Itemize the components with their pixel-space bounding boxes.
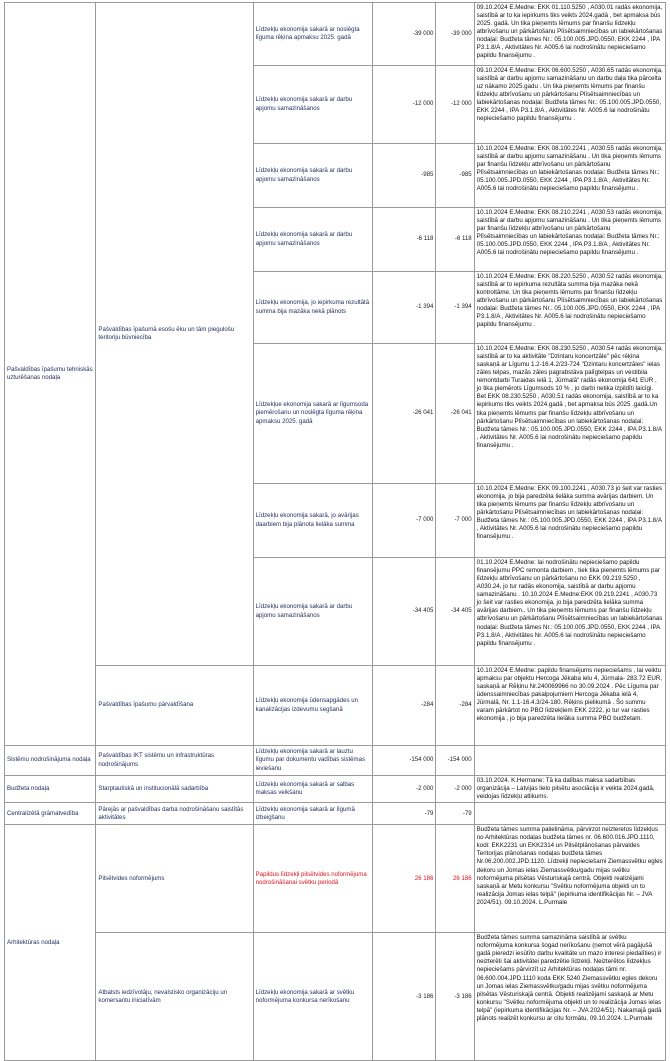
- department-cell: Centralizētā grāmatvedība: [5, 803, 96, 825]
- reason-cell: Līdzekļu ekonomija sakarā ar noslēgta līguma rēķina apmaksu 2025. gadā: [253, 3, 372, 66]
- description-cell: 10.10.2024 E.Medne: EKK 08.100.2241 , A030.55 radās ekonomija, saistībā ar darbu apjomu samazināšanu . Un tika pieņemts lēmums par finanšu līdzekļu atbrīvošanu un pārkārtošanu Plīsētsaimniecības un labiekārtošanas nodaļai: Budžeta tāmes Nr.: 05.100.005.JPD.0550, EKK 2244 , IPA P3.1.8/A , Aktivitātes Nr. A005.6 lai nodrošinātu nepieciešamo papildu finansējumu .: [474, 144, 665, 208]
- description-cell: [474, 803, 665, 825]
- total-cell: -6 118: [436, 208, 474, 272]
- program-cell: Pašvaldības IKT sistēmu un infrastruktūras nodrošinājums: [96, 746, 253, 776]
- description-cell: 10.10.2024 E.Medne: EKK 08.230.5250 , A030.54 radās ekonomija, saistībā ar to ka aktivitāte "Dzintaru koncertzāle" pēc rēķina saskaņā ar Līgumu 1.2-16.4.2/23-724 "Dzintaru koncertzāles" ielas zāles telpas, mazās zāles pagrabstāva palīgtelpas un vestibila remontdarbi Turaidas ielā 1, Jūrmalā" radās ekonomija 641 EUR , jo tika piemērots Līgumsods 10 % , jo darbi netika izpildīti laicīgi. Bet EKK 08.230.5250 , A030.51 radās ekonomija, saistībā ar to ka iepirkums tiks veikts 2024.gadā , bet apmaksa būs 2025 .gadā.Un tika pieņemts lēmums par finanšu līdzekļu atbrīvošanu un pārkārtošanu Plīsētsaimniecības un labiekārtošanas nodaļai: Budžeta tāmes Nr.: 05.100.005.JPD.0550, EKK 2244 , IPA P3.1.8/A , Aktivitātes Nr. A005.6 lai nodrošinātu nepieciešamo papildu finansējumu .: [474, 344, 665, 484]
- program-cell: Atbalsts iedzīvotāju, nevalstisko organizāciju un komersantu iniciatīvām: [96, 933, 253, 1061]
- reason-cell: Līdzekļu ekonomija sakarā ar lauztu līgumu par dokumentu vadības sistēmas ieviešanu: [253, 746, 372, 776]
- table-row: [5, 746, 666, 776]
- amount-cell: 26 186: [372, 825, 436, 933]
- table-row: [5, 933, 666, 1061]
- amount-cell: -79: [372, 803, 436, 825]
- table-row: [5, 776, 666, 803]
- description-cell: 03.10.2024. K.Hermane: Tā ka dalības maksa sadarbības organizācija – Latvijas lielo pilsētu asociācija ir veikta 2024.gadā, veidojas līdzekļu atlikums.: [474, 776, 665, 803]
- total-cell: -284: [436, 666, 474, 746]
- amount-cell: -154 000: [372, 746, 436, 776]
- reason-cell: Līdzekļu ekonomija sakarā ar darbu apjomu samazināšanos: [253, 558, 372, 666]
- amount-cell: -985: [372, 144, 436, 208]
- description-cell: 10.10.2024 E.Medne: EKK 08.220.5250 , A030.52 radās ekonomija, saistībā ar to iepirkuma rezultāta summa bija mazāka nekā kontroltāme. Un tika pieņemts lēmums par finanšu līdzekļu atbrīvošanu un pārkārtošanu Plīsētsaimniecības un labiekārtošanas nodaļai: Budžeta tāmes Nr.: 05.100.005.JPD.0550, EKK 2244 , IPA P3.1.8/A , Aktivitātes Nr. A005.6 lai nodrošinātu nepieciešamo papildu finansējumu .: [474, 272, 665, 344]
- amount-cell: -7 000: [372, 484, 436, 558]
- reason-cell: Līdzekļu ekonomija sakarā ar salbas maksas veikšanu: [253, 776, 372, 803]
- amount-cell: -12 000: [372, 66, 436, 144]
- total-cell: -39 000: [436, 3, 474, 66]
- total-cell: -2 000: [436, 776, 474, 803]
- program-cell: Pilsētvides noformējums: [96, 825, 253, 933]
- amount-cell: -2 000: [372, 776, 436, 803]
- program-cell: Pārejās ar pašvaldības darba nodrošināšanu saistītās aktivitātes: [96, 803, 253, 825]
- reason-cell: Līdzekļu ekonomija sakarā ar darbu apjomu samazināšanos: [253, 144, 372, 208]
- total-cell: -3 186: [436, 933, 474, 1061]
- program-cell: Starptautiskā un institucionālā sadarbība: [96, 776, 253, 803]
- program-cell: Pašvaldības īpašumu pārvaldīšana: [96, 666, 253, 746]
- total-cell: -34 405: [436, 558, 474, 666]
- description-cell: Budžeta tāmes summa palielināma, pārvirzot neizteretos līdzekļus no Arhitektūras nodaļas budžeta tāmes nr. 06.600.016.JPD.1110, kodi: EKK2231 un EKK2314 un Pilsētplānošanas pārvaldes Teritorijas plānošanas nodaļas budžeta tāmes Nr.06.200.002.JPD.1120. Līdzekļi nepieciešami Ziemassvētku egles dekoru un Jomas ielas Ziemassvētku/gadu mijas svētku noformējuma pilsētas Vēsturiskajā centrā. Objekti realizējami saskaņā ar Metu konkursu "Svētku noformējuma objekti un to realizācija Jomas ielas telpā" (iepirkuma identifikācijas Nr. – JVA 2024/51). 09.10.2024. L.Purmale: [474, 825, 665, 933]
- description-cell: 10.10.2024 E.Medne: papildu finansējums nepieciešams , lai veiktu apmaksu par objektu Hercoga Jēkaba ielu 4, Jūrmala- 283.72 EUR, saskaņā ar Rēķinu Nr.240069966 no 30.09.2024 . Pēc Līguma par ūdenssaimniecības pakalpojumiem Hercoga Jēkaba ielā 4, Jūrmalā, Nr. 1.1-16.4.3/24-180. Rēķins pielikumā . Šo summu varam pārkārtot no PBO līdzekļiem EKK 2222, jo tur var rasties ekonomija , jo bija paredzēta lielāka summa PBO budžetam.: [474, 666, 665, 746]
- reason-cell: Līdzekļu ekonomija sakarā, jo avārijas daarbiem bija plānota lielāka summa: [253, 484, 372, 558]
- department-cell: Sistēmu nodrošinājuma nodaļa: [5, 746, 96, 776]
- amount-cell: -39 000: [372, 3, 436, 66]
- total-cell: -985: [436, 144, 474, 208]
- department-cell: Arhitektūras nodaļa: [5, 825, 96, 1061]
- total-cell: -79: [436, 803, 474, 825]
- total-cell: -7 000: [436, 484, 474, 558]
- total-cell: -12 000: [436, 66, 474, 144]
- total-cell: -154 000: [436, 746, 474, 776]
- reason-cell: Līdzekļue ekonomija sakarā ar līgumsoda piemērošanu un noslēgta līguma rēķina apmaksu 2025. gadā: [253, 344, 372, 484]
- amount-cell: -1 394: [372, 272, 436, 344]
- reason-cell: Līdzekļu ekonomija sakarā ar darbu apjomu samazināšanos: [253, 66, 372, 144]
- total-cell: 26 186: [436, 825, 474, 933]
- table-row: [5, 666, 666, 746]
- total-cell: -26 041: [436, 344, 474, 484]
- description-cell: 10.10.2024 E.Medne: EKK 08.210.2241 , A030.53 radās ekonomija, saistībā ar darbu apjomu samazināšanu . Un tika pieņemts lēmums par finanšu līdzekļu atbrīvošanu un pārkārtošanu Plīsētsaimniecības un labiekārtošanas nodaļai: Budžeta tāmes Nr.: 05.100.005.JPD.0550, EKK 2244 , IPA P3.1.8/A , Aktivitātes Nr. A005.6 lai nodrošinātu nepieciešamo papildu finansējumu .: [474, 208, 665, 272]
- table-row: [5, 825, 666, 933]
- reason-cell: Papildus līdzekļi pilsētvides noformējuma nodrošināšanai svētku periodā: [253, 825, 372, 933]
- description-cell: Budžeta tāmes summa samazināma saistībā ar svētku noformējuma konkursa šogad nerīkošanu (ņemot vērā pagājušā gadā pieredzi iesūtīto darbu kvalitāte un mazo interesi piedalīties) ir neizterēti šai aktivitātei paredzētie līdzekļi. Neizterētos līdzekļus nepieciešams pārvirzīt uz Arhitektūras nodaļas tāmi nr. 06.600.004.JPD.1110 koda EKK 5240 Ziemassvētku egles dekoru un Jomas ielas Ziemassvētku/gadu mijas svētku noformējuma pilsētas Vēsturiskajā centrā. Objekti realizējami saskaņā ar Metu konkursu "Svētku noformējuma objekti un to realizācija Jomas ielas telpā" (iepirkuma identifikācijas Nr. – JVA 2024/51). Nakamajā gadā plānots realizēt konkursu ar citu formātu. 09.10.2024. L.Purmale: [474, 933, 665, 1061]
- description-cell: 09.10.2024 E.Medne: EKK 06.600.5250 , A030.65 radās ekonomija, saistībā ar darbu apjomu samazināšanu un darbu daļa tika pārcelta uz nākamo 2025.gadu . Un tika pieņemts lēmums par finanšu līdzekļu atbrīvošanu un pārkārtošanu Plīsētsaimniecības un labiekārtošanas nodaļai: Budžeta tāmes Nr.: 05.100.005.JPD.0550, EKK 2244 , IPA P3.1.8/A , Aktivitātes Nr. A005.6 lai nodrošinātu nepieciešamo papildu finansējumu .: [474, 66, 665, 144]
- department-cell: Budžeta nodaļa: [5, 776, 96, 803]
- amount-cell: -3 186: [372, 933, 436, 1061]
- description-cell: 10.10.2024 E.Medne: EKK 09.100.2241 , A030.73 jo šeit var rasties ekonomija, jo bija paredzēta lielāka summa avārijas darbiem. Un tika pieņemts lēmums par finanšu līdzekļu atbrīvošanu un pārkārtošanu Plīsētsaimniecības un labiekārtošanas nodaļai: Budžeta tāmes Nr.: 05.100.005.JPD.0550, EKK 2244 , IPA P3.1.8/A , Aktivitātes Nr. A005.6 lai nodrošinātu nepieciešamo papildu finansējumu .: [474, 484, 665, 558]
- total-cell: -1 394: [436, 272, 474, 344]
- table-row: [5, 3, 666, 66]
- reason-cell: Līdzekļu ekonomija sakarā ar līgumā izbeigšanu: [253, 803, 372, 825]
- reason-cell: Līdzekļu ekonomija sakarā ar darbu apjomu samazināšanos: [253, 208, 372, 272]
- table-row: [5, 803, 666, 825]
- department-cell: Pašvaldības īpašumu tehniskās uzturēšanas nodaļa: [5, 3, 96, 746]
- amount-cell: -34 405: [372, 558, 436, 666]
- amount-cell: -284: [372, 666, 436, 746]
- reason-cell: Līdzekļu ekonomija ūdensapgādes un kanalizācijas izdevumu segšanā: [253, 666, 372, 746]
- description-cell: 09.10.2024 E.Medne: EKK 01.110.5250 , A030.01 radās ekonomija, saistībā ar to ka iepirkums tiks veikts 2024.gadā , bet apmaksa būs 2025. gadā. Un tika pieņemts lēmums par finanšu līdzekļu atbrīvošanu un pārkārtošanu Plīsētsaimniecības un labiekārtošanas nodaļai: Budžeta tāmes Nr.: 05.100.005.JPD.0550, EKK 2244 , IPA P3.1.8/A , Aktivitātes Nr. A005.6 lai nodrošinātu nepieciešamo papildu finansējumu .: [474, 3, 665, 66]
- amount-cell: -6 118: [372, 208, 436, 272]
- program-cell: Pašvaldības īpašumā esošu ēku un tām piegulošu teritoriju būvniecība: [96, 3, 253, 666]
- description-cell: 01.10.2024 E.Medne: lai nodrošinātu nepieciešamo papildu finansējumu PPC remonta darbiem , tiek tika pieņemts lēmums par līdzekļu atbrīvošanu un pārkārtošanu no EKK 09.219.5250 , A030.24, jo tur radās ekonomija, saistībā ar darbu apjomu samazināšanu . 10.10.2024 E.Medne:EKK 09.219.2241 , A030.73 jo šeit var rasties ekonomija, jo bija paredzēta lielāka summa avārijas darbiem.. Un tika pieņemts lēmums par finanšu līdzekļu atbrīvošanu un pārkārtošanu Plīsētsaimniecības un labiekārtošanas nodaļai: Budžeta tāmes Nr.: 05.100.005.JPD.0550, EKK 2244 , IPA P3.1.8/A , Aktivitātes Nr. A005.6 lai nodrošinātu nepieciešamo papildu finansējumu .: [474, 558, 665, 666]
- amount-cell: -26 041: [372, 344, 436, 484]
- reason-cell: Līdzekļu ekonomija, jo iepirkuma rezultātā summa bija mazāka nekā plānots: [253, 272, 372, 344]
- description-cell: [474, 746, 665, 776]
- reason-cell: Līdzekļu ekonomija sakarā ar svētku noformējuma konkursa nerīkošanu: [253, 933, 372, 1061]
- budget-table: [4, 2, 666, 1061]
